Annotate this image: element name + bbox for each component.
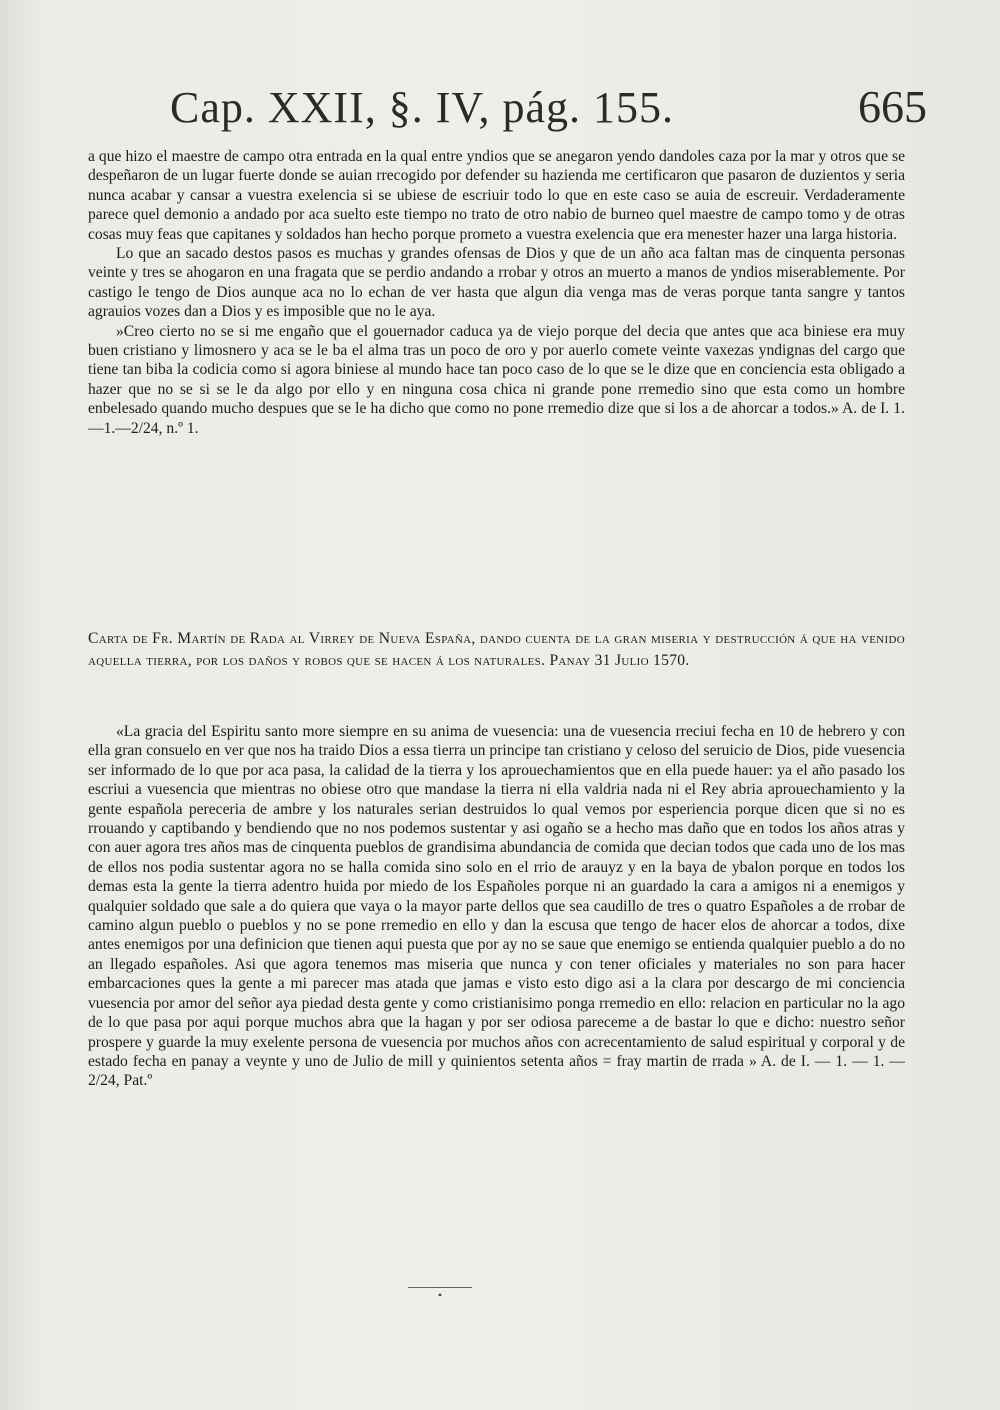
body-text-top: [88, 147, 905, 438]
paragraph: »Creo cierto no se si me engaño que el gouernador caduca ya de viejo porque del decia que antes que aca biniese era muy buen cristiano y limosnero y aca se le ba el alma tras un poco de oro y por auerlo comete veinte vaxezas yndignas del cargo que tiene tan biba la codicia como si agora biniese al mundo hace tan poco caso de lo que se le dize que en conciencia esta obligado a hazer que no se si se le da algo por ello y en ninguna cosa chica ni grande pone rremedio sino que esta como un hombre enbelesado quando mucho despues que se le ha dicho que como no pone rremedio dize que si los a de ahorcar a todos.» A. de I. 1.—1.—2/24, n.º 1.: [88, 322, 905, 437]
page-number: 665: [858, 81, 927, 132]
paragraph: «La gracia del Espiritu santo more siempre en su anima de vuesencia: una de vuesencia rreciui fecha en 10 de hebrero y con ella gran consuelo en ver que nos ha traido Dios a essa tierra un principe tan cristiano y celoso del seruicio de Dios, pide vuesencia ser informado de lo que por aca pasa, la calidad de la tierra y los aprouechamientos que en ella puede hauer: ya el año pasado los escriui a vuesencia que mientras no obiese otro que mandase la tierra ni ella valdria nada ni el Rey abria aprouechamiento y la gente española pereceria de ambre y los naturales serian destruidos lo qual vemos por esperiencia porque dicen que si no es rrouando y captibando y bendiendo que no nos podemos sustentar y asi ogaño se a hecho mas daño que en todos los años atras y con auer agora tres años mas de cinquenta pueblos de grandisima abundancia de comida que decian todos que cada uno de los mas de ellos nos podia sustentar agora no se halla comida sino solo en el rrio de arauyz y en la baya de ybalon porque en todos los demas esta la gente la tierra adentro huida por miedo de los Españoles porque ni an guardado la cara a amigos ni a enemigos y qualquier soldado que sale a do quiera que vaya o la mayor parte dellos que sea caudillo de tres o quatro Españoles a de rrobar de camino algun pueblo o pueblos y no se pone rremedio en ello y dan la escusa que tengo de hacer elos de ahorcar a todos, dixe antes enemigos por una definicion que tienen aqui puesta que por ay no se saue que enemigo se entienda qualquier pueblo a do no an llegado españoles. Asi que agora tenemos mas miseria que nunca y con tener oficiales y materiales no son para hacer embarcaciones ques la gente a mi parecer mas atada que jamas e visto esto digo asi a la clara por descargo de mi conciencia vuesencia por amor del señor aya piedad desta gente y como cristianisimo ponga rremedio en ello: relacion en particular no la ago de lo que pasa por aqui porque muchos abra que la hagan y por ser odiosa pareceme a de bastar lo que e dicho: nuestro señor prospere y guarde la muy exelente persona de vuesencia por muchos años con acrecentamiento de salud espiritual y corporal y de estado fecha en panay a veynte y uno de Julio de mill y quinientos setenta años = fray martin de rrada » A. de I. — 1. — 1. — 2/24, Pat.º: [88, 723, 905, 1090]
paragraph: a que hizo el maestre de campo otra entrada en la qual entre yndios que se anegaron yendo dandoles caza por la mar y otros que se despeñaron de un lugar fuerte donde se auian rrecogido por defender su hazienda me certificaron que pasaron de duzientos y seria nunca acabar y cansar a vuestra exelencia si se ubiese de escriuir todo lo que en este caso se auia de escreuir. Verdaderamente parece quel demonio a andado por aca suelto este tiempo no trato de otro nabio de burneo quel maestre de campo tomo y de otras cosas muy feas que capitanes y soldados han hecho porque prometo a vuestra exelencia que era menester hazer una larga historia.: [88, 148, 905, 243]
running-title: Cap. XXII, §. IV, pág. 155.: [170, 83, 675, 132]
end-ornament: •: [360, 1288, 520, 1303]
paragraph: Lo que an sacado destos pasos es muchas y grandes ofensas de Dios y que de un año aca faltan mas de cinquenta personas veinte y tres se ahogaron en una fragata que se perdio andando a rrobar y otros an muerto a manos de yndios miserablemente. Por castigo le tengo de Dios aunque aca no lo echan de ver hasta que algun dia venga mas de veras porque tanta sangre y tantos agrauios vozes dan a Dios y es imposible que no le aya.: [88, 245, 905, 321]
letter-text: [88, 722, 905, 1091]
section-heading: Carta de Fr. Martín de Rada al Virrey de Nueva España, dando cuenta de la gran miseria y destrucción á que ha venido aquella tierra, por los daños y robos que se hacen á los naturales. Panay 31 Julio 1570.: [88, 630, 905, 669]
